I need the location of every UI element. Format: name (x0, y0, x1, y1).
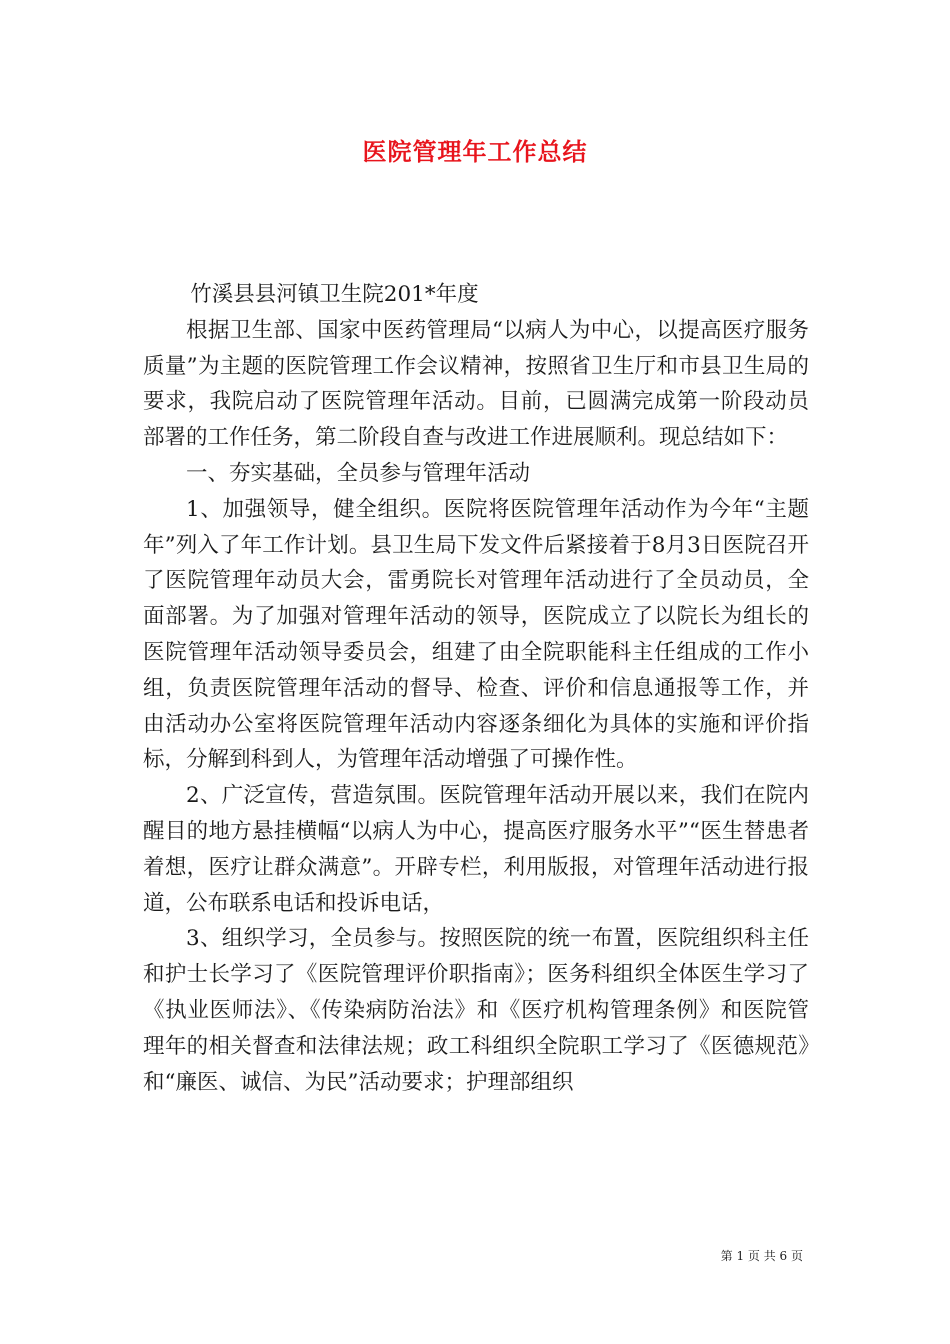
paragraph-subtitle: 竹溪县县河镇卫生院201*年度 (190, 282, 479, 307)
section-heading-1: 一、夯实基础，全员参与管理年活动 (186, 460, 531, 486)
document-title: 医院管理年工作总结 (362, 138, 588, 166)
page-number: 第 1 页 共 6 页 (720, 1249, 803, 1263)
paragraph-intro: 根据卫生部、国家中医药管理局“以病人为中心，以提高医疗服务质量”为主题的医院管理工作会议精神，按照省卫生厅和市县卫生局的要求，我院启动了医院管理年活动。目前，已圆满完成第一阶段动员部署的工作任务，第二阶段自查与改进工作进展顺利。现总结如下： (143, 317, 809, 451)
paragraph-item-1: 1、加强领导，健全组织。医院将医院管理年活动作为今年“主题年”列入了年工作计划。县卫生局下发文件后紧接着于8月3日医院召开了医院管理年动员大会，雷勇院长对管理年活动进行了全员动员，全面部署。为了加强对管理年活动的领导，医院成立了以院长为组长的医院管理年活动领导委员会，组建了由全院职能科主任组成的工作小组，负责医院管理年活动的督导、检查、评价和信息通报等工作，并由活动办公室将医院管理年活动内容逐条细化为具体的实施和评价指标，分解到科到人，为管理年活动增强了可操作性。 (143, 496, 809, 773)
paragraph-item-3: 3、组织学习，全员参与。按照医院的统一布置，医院组织科主任和护士长学习了《医院管理评价职指南》；医务科组织全体医生学习了《执业医师法》、《传染病防治法》和《医疗机构管理条例》和医院管理年的相关督查和法律法规；政工科组织全院职工学习了《医德规范》和“廉医、诚信、为民”活动要求；护理部组织 (143, 926, 809, 1095)
paragraph-item-2: 2、广泛宣传，营造氛围。医院管理年活动开展以来，我们在院内醒目的地方悬挂横幅“以病人为中心，提高医疗服务水平”“医生替患者着想，医疗让群众满意”。开辟专栏，利用版报，对管理年活动进行报道，公布联系电话和投诉电话， (143, 783, 809, 916)
document-body (143, 277, 809, 1100)
